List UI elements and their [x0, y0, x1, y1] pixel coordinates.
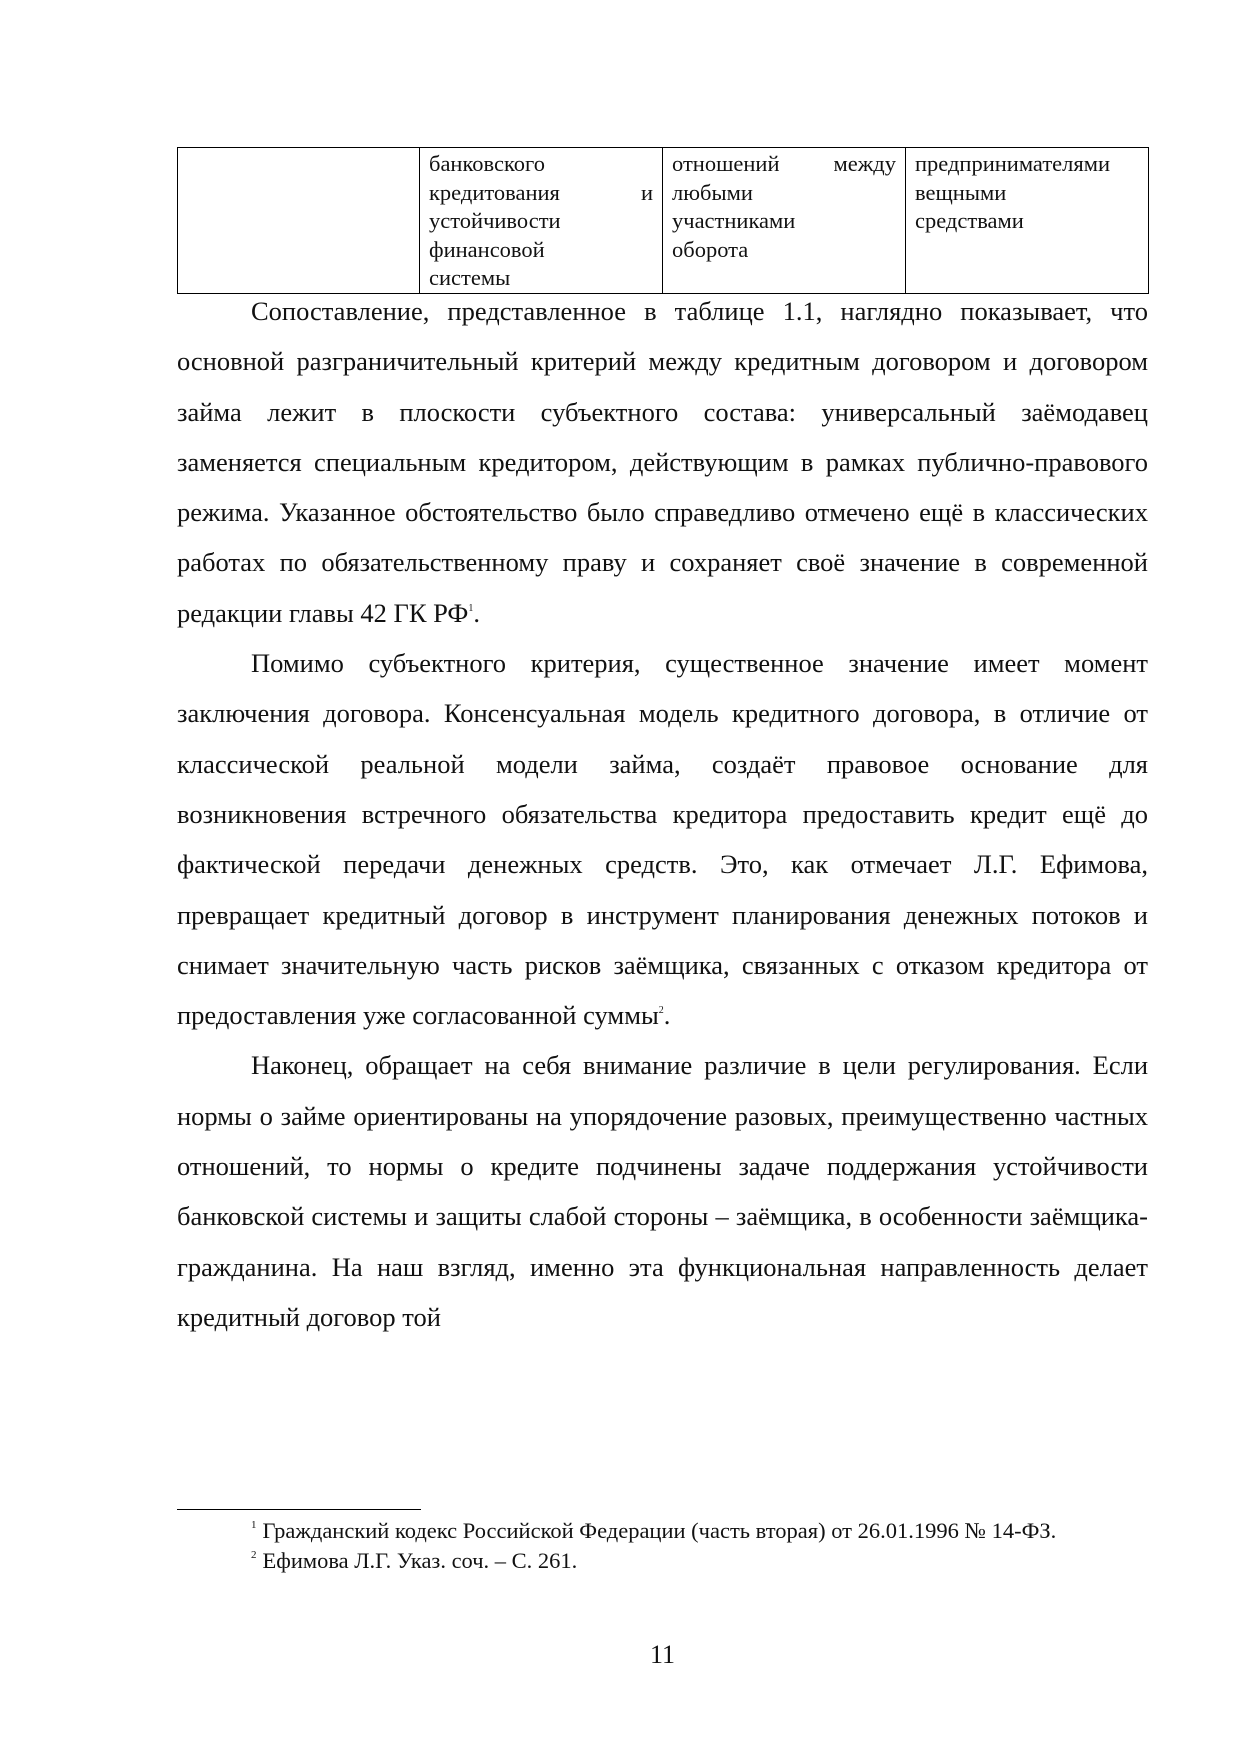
body-text — [177, 286, 1148, 1342]
table-cell-line: устойчивости — [429, 208, 561, 233]
table-cell-line: кредитования и — [429, 179, 653, 205]
table-cell-line: банковского — [429, 151, 545, 176]
paragraph — [177, 1040, 1148, 1342]
footnotes — [177, 1516, 1148, 1576]
table-row — [178, 148, 1149, 294]
footnote-reference[interactable]: 2 — [658, 1005, 664, 1017]
footnote-separator — [177, 1509, 421, 1510]
paragraph-text: Сопоставление, представленное в таблице 1.1, наглядно показывает, что основной разграничительный критерий между кредитным договором и договором займа лежит в плоскости субъектного состава: универсальный заёмодавец заменяется специальным кредитором, действующим в рамках публично-правового режима. Указанное обстоятельство было справедливо отмечено ещё в классических работах по обязательственному праву и сохраняет своё значение в современной редакции главы 42 ГК РФ — [177, 296, 1148, 628]
table-cell-line: системы — [429, 265, 511, 290]
page-number: 11 — [649, 1640, 676, 1669]
footnote — [177, 1516, 1148, 1546]
table-cell-line: любыми — [672, 179, 753, 205]
footnote-text: Ефимова Л.Г. Указ. соч. – С. 261. — [262, 1548, 578, 1573]
paragraph-text: Наконец, обращает на себя внимание различие в цели регулирования. Если нормы о займе ориентированы на упорядочение разовых, преимущественно частных отношений, то нормы о кредите подчинены задаче поддержания устойчивости банковской системы и защиты слабой стороны – заёмщика, в особенности заёмщика-гражданина. На наш взгляд, именно эта функциональная направленность делает кредитный договор той — [177, 1050, 1148, 1332]
table-cell — [906, 148, 1149, 294]
table-cell-line: оборота — [672, 236, 749, 262]
table-cell-line: отношений между — [672, 151, 896, 176]
table-cell-line: финансовой — [429, 236, 545, 262]
table-cell-line: вещными — [915, 179, 1007, 205]
table-cell — [420, 148, 663, 294]
footnote-reference[interactable]: 1 — [468, 602, 474, 614]
footnote-text: Гражданский кодекс Российской Федерации (часть вторая) от 26.01.1996 № 14-ФЗ. — [262, 1518, 1057, 1543]
paragraph-tail: . — [473, 597, 480, 628]
table-cell-empty — [178, 148, 420, 294]
footnote-mark: 1 — [251, 1519, 257, 1531]
comparison-table-fragment — [177, 147, 1149, 294]
paragraph-text: Помимо субъектного критерия, существенное значение имеет момент заключения договора. Консенсуальная модель кредитного договора, в отличие от классической реальной модели займа, создаёт правовое основание для возникновения встречного обязательства кредитора предоставить кредит ещё до фактической передачи денежных средств. Это, как отмечает Л.Г. Ефимова, превращает кредитный договор в инструмент планирования денежных потоков и снимает значительную часть рисков заёмщика, связанных с отказом кредитора от предоставления уже согласованной суммы — [177, 648, 1148, 1031]
table-cell-line: предпринимателями — [915, 151, 1111, 176]
table-cell-line: средствами — [915, 208, 1024, 233]
paragraph — [177, 638, 1148, 1040]
footnote — [177, 1546, 1148, 1576]
paragraph — [177, 286, 1148, 638]
table-cell-line: участниками — [672, 208, 796, 233]
paragraph-tail: . — [663, 1000, 671, 1031]
footnote-mark: 2 — [251, 1549, 257, 1561]
table-cell — [663, 148, 906, 294]
